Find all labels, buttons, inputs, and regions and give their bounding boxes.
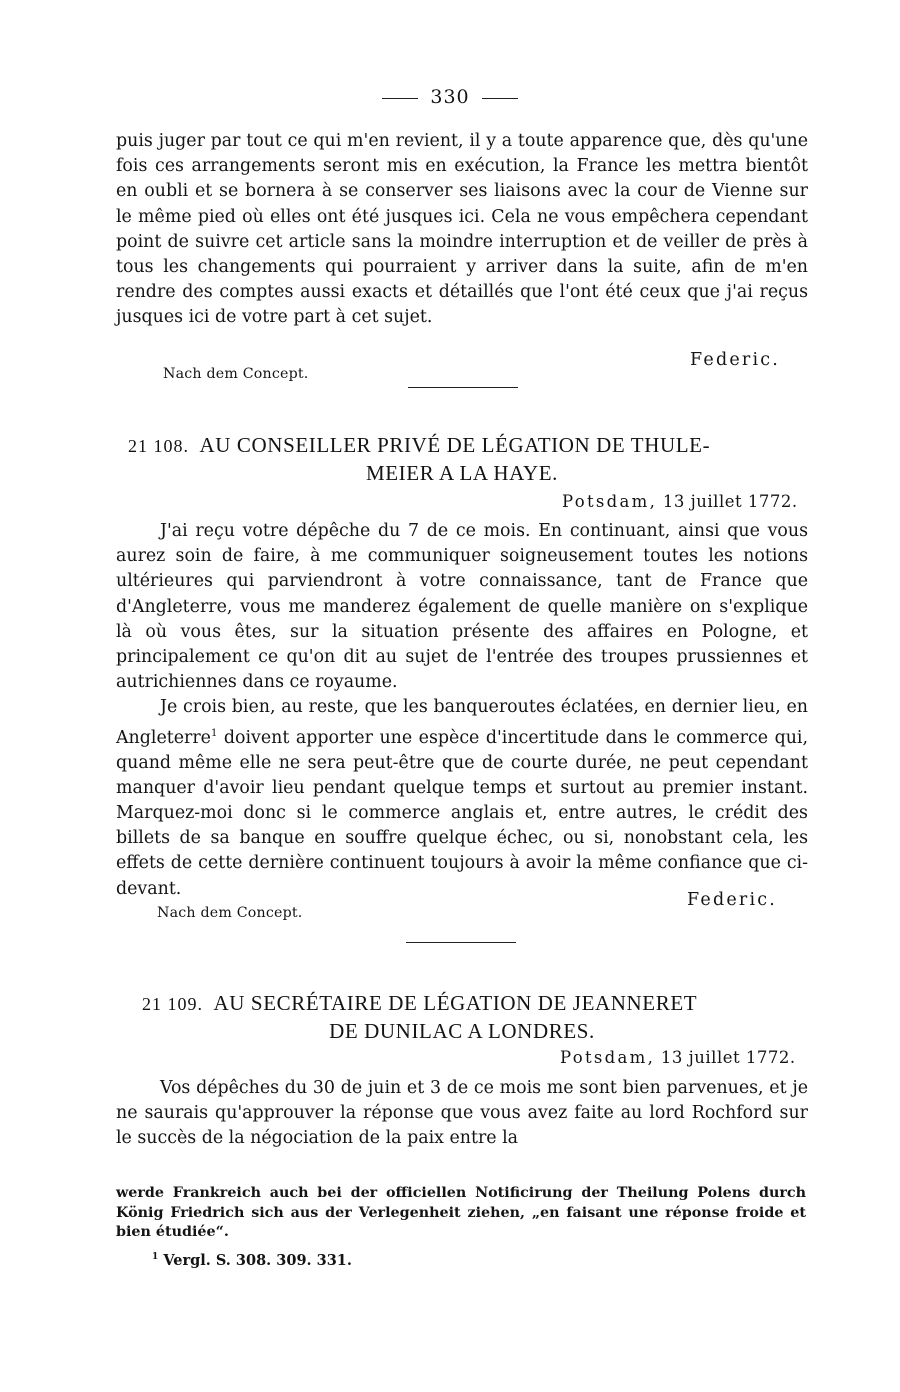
continuation-paragraph: puis juger par tout ce qui m'en revient, il y a toute apparence que, dès qu'une fois ces arrangements seront mis en exécution, la France les mettra bientôt en oubli et se bornera à se conserver ses liaisons avec la cour de Vienne sur le même pied où elles ont été jusques ici. Cela ne vous empêchera cependant point de suivre cet article sans la moindre interruption et de veiller de près à tous les changements qui pourraient y arriver dans la suite, afin de m'en rendre des comptes aussi exacts et détaillés que l'ont été ceux que j'ai reçus jusques ici de votre part à cet sujet. xyxy=(116,131,808,328)
letter-21108-number: 21 108. xyxy=(128,436,189,456)
letter-21109-heading-line1: AU SECRÉTAIRE DE LÉGATION DE JEANNERET xyxy=(213,991,698,1015)
letter-21109-heading-line2: DE DUNILAC A LONDRES. xyxy=(329,1019,595,1043)
header-dash-right xyxy=(482,98,518,99)
header-dash-left xyxy=(382,98,418,99)
section-divider-2 xyxy=(406,942,516,943)
letter-21108-paragraph-2 xyxy=(116,695,808,901)
letter-21109-place: Potsdam, xyxy=(560,1048,656,1067)
footnote-marker-1: 1 xyxy=(210,727,218,739)
letter-21108-body xyxy=(116,519,808,902)
footnote-1-text: Vergl. S. 308. 309. 331. xyxy=(163,1252,352,1269)
continuation-source-note: Nach dem Concept. xyxy=(163,366,309,382)
letter-21109-date: 13 juillet 1772. xyxy=(660,1048,796,1067)
continuation-section xyxy=(116,129,808,331)
letter-21108-place: Potsdam, xyxy=(562,492,658,511)
letter-21108-paragraph-1: J'ai reçu votre dépêche du 7 de ce mois. En continuant, ainsi que vous aurez soin de faire, à me communiquer soigneusement toutes les notions ultérieures qui parviendront à votre connaissance, tant de France que d'Angleterre, vous me manderez également de quelle manière on s'explique là où vous êtes, sur la situation présente des affaires en Pologne, et principalement ce qu'on dit au sujet de l'entrée des troupes prussiennes et autrichiennes dans ce royaume. xyxy=(116,521,808,693)
letter-21109-heading xyxy=(142,990,782,1045)
letter-21108-heading-line1: AU CONSEILLER PRIVÉ DE LÉGATION DE THULE- xyxy=(199,433,711,457)
page-number-header xyxy=(0,86,900,108)
letter-21108-source-note: Nach dem Concept. xyxy=(157,905,303,921)
section-divider-1 xyxy=(408,387,518,388)
letter-21109-paragraph-1: Vos dépêches du 30 de juin et 3 de ce mois me sont bien parvenues, et je ne saurais qu'approuver la réponse que vous avez faite au lord Rochford sur le succès de la négociation de la paix entre la xyxy=(116,1078,808,1149)
continuation-signature: Federic. xyxy=(690,350,781,370)
footnote-1 xyxy=(152,1252,352,1269)
page-number: 330 xyxy=(430,86,470,108)
letter-21108-paragraph-2-start: Je crois bien, au reste, que les banqueroutes éclatées, en dernier lieu, en Angleterre xyxy=(116,697,808,748)
letter-21108-signature: Federic. xyxy=(687,890,778,910)
letter-21108-date: 13 juillet 1772. xyxy=(662,492,798,511)
letter-21108-heading-line2: MEIER A LA HAYE. xyxy=(365,461,558,485)
letter-21109-number: 21 109. xyxy=(142,994,203,1014)
letter-21108-paragraph-2-end: doivent apporter une espèce d'incertitude dans le commerce qui, quand même elle ne sera peut-être que de courte durée, ne peut cependant manquer d'avoir lieu pendant quelque temps et surtout au premier instant. Marquez-moi donc si le commerce anglais et, entre autres, le crédit des billets de sa banque en souffre quelque échec, ou si, nonobstant cela, les effets de cette dernière continuent toujours à avoir la même confiance que ci-devant. xyxy=(116,727,808,899)
letter-21109-dateline xyxy=(560,1048,796,1067)
letter-21108-dateline xyxy=(562,492,798,511)
letter-21109-body xyxy=(116,1076,808,1152)
footnote-continued: werde Frankreich auch bei der officiellen Notificirung der Theilung Polens durch König Friedrich sich aus der Verlegenheit ziehen, „en faisant une réponse froide et bien étudiée“. xyxy=(116,1185,806,1241)
footnote-1-mark: 1 xyxy=(152,1252,159,1263)
letter-21108-heading xyxy=(128,432,796,487)
